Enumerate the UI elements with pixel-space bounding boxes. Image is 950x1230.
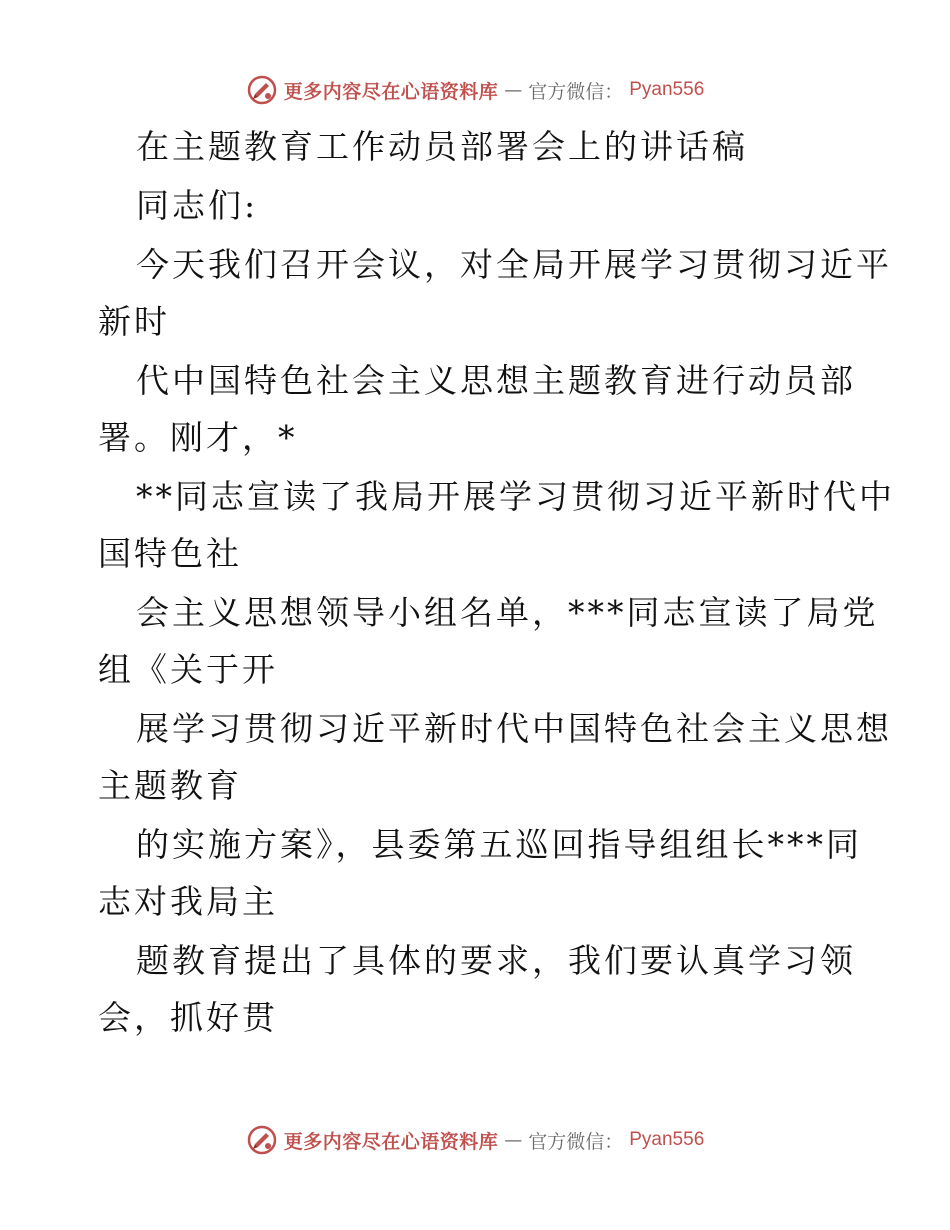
text-line: 主题教育	[98, 766, 242, 805]
text-line: 今天我们召开会议，对全局开展学习贯彻习近平	[136, 245, 892, 284]
text-line: 代中国特色社会主义思想主题教育进行动员部	[136, 361, 856, 400]
watermark-separator: —	[504, 79, 523, 101]
watermark-wechat-id: Pyan556	[629, 79, 705, 100]
watermark-wechat-label: 官方微信：	[528, 1130, 624, 1153]
watermark-main-text: 更多内容尽在心语资料库	[283, 80, 499, 103]
text-line: 会主义思想领导小组名单，***同志宣读了局党	[136, 593, 879, 632]
text-line: 志对我局主	[98, 882, 278, 921]
text-line: 组《关于开	[98, 650, 278, 689]
document-title: 在主题教育工作动员部署会上的讲话稿	[136, 127, 748, 166]
text-line: 会，抓好贯	[98, 998, 278, 1037]
footer-watermark	[0, 1120, 950, 1160]
text-line: 国特色社	[98, 534, 242, 573]
text-line: 题教育提出了具体的要求，我们要认真学习领	[136, 941, 856, 980]
watermark-wechat-label: 官方微信：	[528, 80, 624, 103]
text-line: **同志宣读了我局开展学习贯彻习近平新时代中	[136, 477, 895, 516]
watermark-main-text: 更多内容尽在心语资料库	[283, 1130, 499, 1153]
text-line: 署。刚才，*	[98, 418, 298, 457]
text-line: 新时	[98, 302, 170, 341]
text-line: 展学习贯彻习近平新时代中国特色社会主义思想	[136, 709, 892, 748]
watermark-wechat-id: Pyan556	[629, 1129, 705, 1150]
watermark-separator: —	[504, 1129, 523, 1151]
brand-logo-icon	[246, 1124, 278, 1156]
text-line: 的实施方案》，县委第五巡回指导组组长***同	[136, 825, 862, 864]
text-line: 同志们:	[136, 186, 259, 225]
